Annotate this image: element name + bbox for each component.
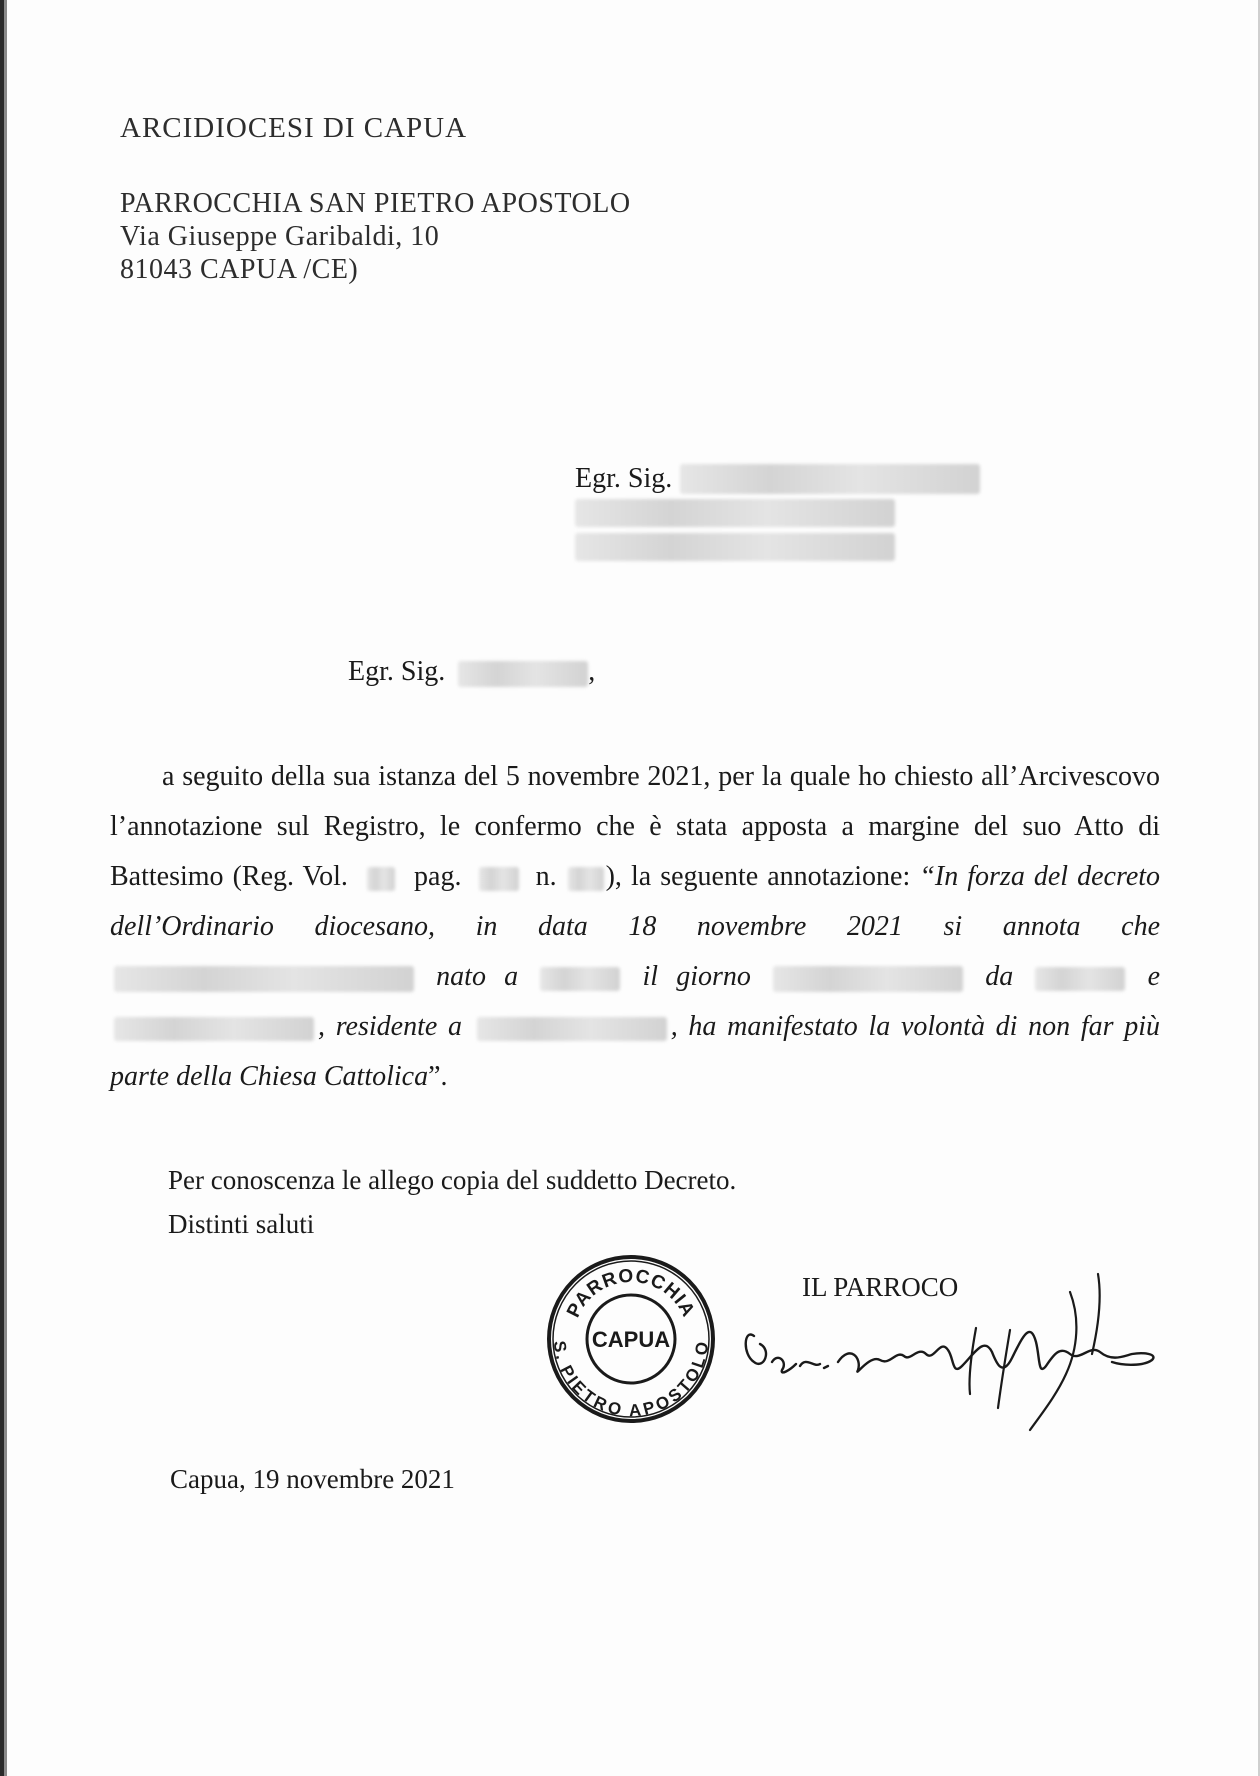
redacted-name [680,464,980,494]
closing-line-1: Per conoscenza le allego copia del suddetto Decreto. [168,1165,737,1195]
annotation-quote-3: il giorno [642,961,751,992]
annotation-quote-4: da [985,961,1014,992]
annotation-quote-2: nato a [436,961,519,992]
redacted-birthdate [773,966,963,992]
letterhead [120,112,631,286]
closing-block [168,1158,736,1246]
stamp-top-text: PARROCCHIA [563,1265,699,1321]
redacted-mother [114,1017,314,1041]
stamp-center-text: CAPUA [591,1327,671,1352]
body-text-3: n. [535,861,557,892]
addressee-block [575,462,980,564]
parish-name: PARROCCHIA SAN PIETRO APOSTOLO [120,188,631,219]
scan-edge-shadow [4,0,7,1776]
redacted-address-line [575,533,895,561]
redacted-address-line [575,499,895,527]
signatory-title: IL PARROCO [802,1272,959,1302]
redacted-volume [367,867,395,891]
redacted-father [1035,967,1125,991]
redacted-birthplace [540,967,620,991]
closing-line-2: Distinti saluti [168,1209,315,1239]
body-text-2: pag. [414,861,462,892]
parish-stamp [546,1254,716,1424]
annotation-quote-1: “In forza del decreto dell’Ordinario diocesano, in data 18 novembre 2021 si annota che [110,861,1161,942]
body-text-4: ), la seguente annotazione: [605,861,911,892]
letter-date: Capua, 19 novembre 2021 [170,1464,455,1494]
body-text-1: a seguito della sua istanza del 5 novembre 2021, per la quale ho chiesto all’Arcivescovo l’annotazione sul Registro, le confermo che è stata apposta a margine del suo Atto di Battesimo (Reg. Vol. [110,761,1160,892]
annotation-quote-6: , residente a [318,1011,462,1042]
redacted-residence [477,1017,667,1041]
redacted-name [458,661,588,687]
salutation-comma: , [588,656,596,687]
diocese-name: ARCIDIOCESI DI CAPUA [120,112,468,144]
parish-city: 81043 CAPUA /CE) [120,254,359,285]
addressee-prefix: Egr. Sig. [575,463,673,494]
redacted-page [479,867,519,891]
letter-body [110,752,1160,1102]
body-paragraph [110,752,1160,1102]
annotation-quote-5: e [1147,961,1160,992]
salutation [348,656,595,688]
stamp-bottom-text: S. PIETRO APOSTOLO [549,1339,713,1421]
handwritten-signature [740,1258,1180,1458]
redacted-number [568,867,604,891]
annotation-quote-7: , ha manifestato la volontà di non far più parte della Chiesa Cattolica [110,1011,1160,1092]
salutation-prefix: Egr. Sig. [348,656,446,687]
annotation-end: ”. [428,1061,448,1092]
parish-street: Via Giuseppe Garibaldi, 10 [120,221,440,252]
redacted-fullname [114,966,414,992]
